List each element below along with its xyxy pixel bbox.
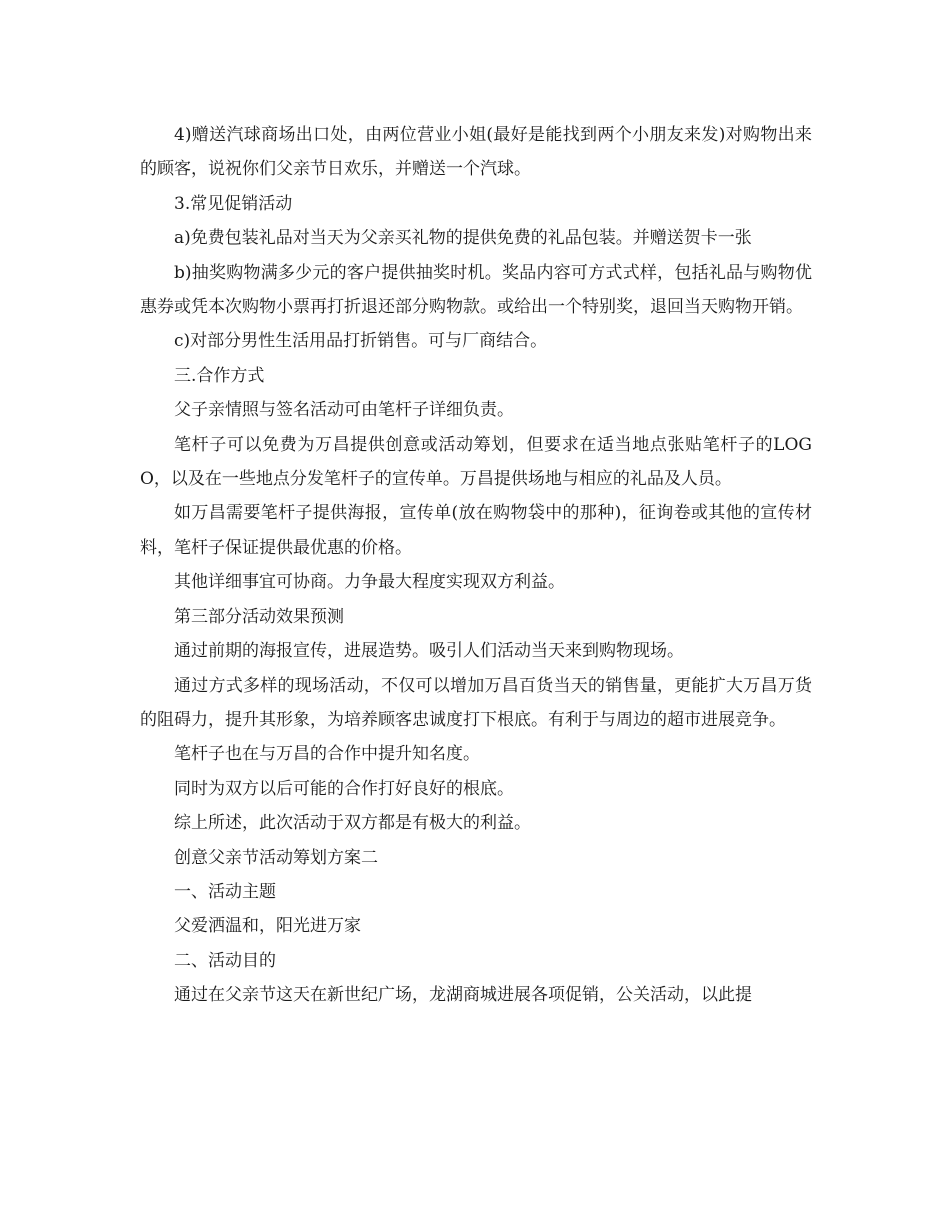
heading-activity-purpose: 二、活动目的	[174, 950, 276, 971]
paragraph-negotiation: 其他详细事宜可协商。力争最大程度实现双方利益。	[174, 572, 565, 593]
heading-common-promotions: 3.常见促销活动	[174, 193, 293, 214]
paragraph-summary: 综上所述，此次活动于双方都是有极大的利益。	[174, 813, 531, 834]
paragraph-photo-signature: 父子亲情照与签名活动可由笔杆子详细负责。	[174, 400, 514, 421]
heading-cooperation: 三.合作方式	[174, 365, 265, 386]
paragraph-posters: 如万昌需要笔杆子提供海报，宣传单(放在购物袋中的那种)，征询卷或其他的宣传材料，笔杆子保证提供最优惠的价格。	[140, 503, 812, 558]
document-body	[140, 118, 812, 1013]
paragraph-poster-promotion: 通过前期的海报宣传，进展造势。吸引人们活动当天来到购物现场。	[174, 641, 684, 662]
paragraph-future-cooperation: 同时为双方以后可能的合作打好良好的根底。	[174, 778, 514, 799]
paragraph-onsite-activities: 通过方式多样的现场活动，不仅可以增加万昌百货当天的销售量，更能扩大万昌万货的阻碍力，提升其形象，为培养顾客忠诚度打下根底。有利于与周边的超市进展竞争。	[140, 675, 812, 730]
paragraph-lottery: b)抽奖购物满多少元的客户提供抽奖时机。奖品内容可方式式样，包括礼品与购物优惠券或凭本次购物小票再打折退还部分购物款。或给出一个特别奖，退回当天购物开销。	[140, 262, 812, 318]
paragraph-discount: c)对部分男性生活用品打折销售。可与厂商结合。	[174, 331, 548, 352]
heading-plan-two: 创意父亲节活动筹划方案二	[174, 847, 378, 868]
paragraph-gift-wrapping: a)免费包装礼品对当天为父亲买礼物的提供免费的礼品包装。并赠送贺卡一张	[174, 228, 752, 249]
paragraph-free-planning: 笔杆子可以免费为万昌提供创意或活动筹划，但要求在适当地点张贴笔杆子的LOGO，以及在一些地点分发笔杆子的宣传单。万昌提供场地与相应的礼品及人员。	[140, 434, 812, 490]
heading-activity-theme: 一、活动主题	[174, 881, 276, 902]
paragraph-balloon-gift: 4)赠送汽球商场出口处，由两位营业小姐(最好是能找到两个小朋友来发)对购物出来的顾客，说祝你们父亲节日欢乐，并赠送一个汽球。	[140, 125, 812, 180]
heading-part-three: 第三部分活动效果预测	[174, 606, 344, 627]
paragraph-brand-awareness: 笔杆子也在与万昌的合作中提升知名度。	[174, 744, 480, 765]
paragraph-theme: 父爱洒温和，阳光进万家	[174, 916, 361, 937]
paragraph-purpose: 通过在父亲节这天在新世纪广场，龙湖商城进展各项促销，公关活动，以此提	[174, 985, 752, 1006]
